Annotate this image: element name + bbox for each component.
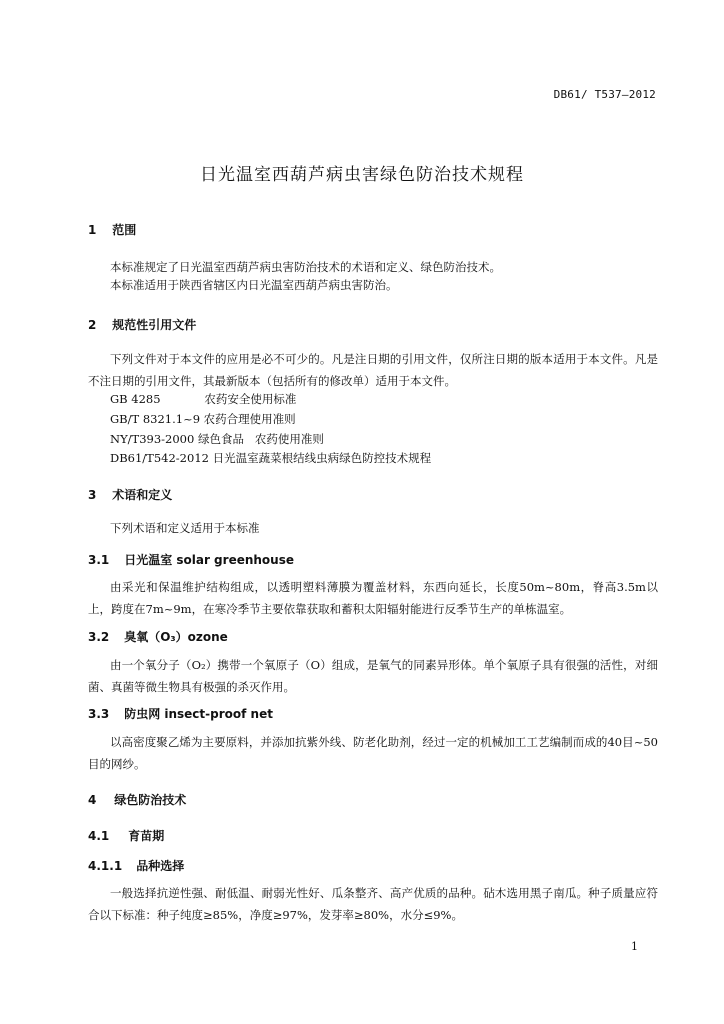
section-title: 臭氧（O₃）ozone xyxy=(124,630,228,644)
section-number: 3.1 xyxy=(88,553,110,567)
paragraph: 由采光和保温维护结构组成，以透明塑料薄膜为覆盖材料，东西向延长，长度50m~80m，脊高3.5m以上，跨度在7m~9m，在寒冷季节主要依靠获取和蓄积太阳辐射能进行反季节生产的单栋温室。 xyxy=(88,580,658,616)
paragraph: 一般选择抗逆性强、耐低温、耐弱光性好、瓜条整齐、高产优质的品种。砧木选用黑子南瓜。种子质量应符合以下标准：种子纯度≥85%，净度≥97%，发芽率≥80%，水分≤9%。 xyxy=(88,886,658,922)
paragraph: 以高密度聚乙烯为主要原料，并添加抗紫外线、防老化助剂，经过一定的机械加工工艺编制而成的40目~50目的网纱。 xyxy=(88,735,658,771)
subsection-4-1-1-heading xyxy=(88,857,184,874)
subsection-3-1-heading xyxy=(88,551,294,568)
section-number: 4 xyxy=(88,793,97,807)
paragraph: 下列术语和定义适用于本标准 xyxy=(110,521,260,535)
paragraph: 下列文件对于本文件的应用是必不可少的。凡是注日期的引用文件，仅所注日期的版本适用于本文件。凡是不注日期的引用文件，其最新版本（包括所有的修改单）适用于本文件。 xyxy=(88,352,658,388)
standard-code: DB61/ T537—2012 xyxy=(553,88,656,101)
section-2-heading xyxy=(88,316,196,333)
section-number: 3.3 xyxy=(88,707,110,721)
subsection-4-1-heading xyxy=(88,827,164,844)
section-title: 范围 xyxy=(112,223,137,237)
section-title: 品种选择 xyxy=(136,859,185,873)
section-number: 4.1.1 xyxy=(88,859,123,873)
paragraph: 本标准适用于陕西省辖区内日光温室西葫芦病虫害防治。 xyxy=(110,278,398,292)
section-number: 2 xyxy=(88,318,97,332)
section-title: 规范性引用文件 xyxy=(112,318,197,332)
section-number: 1 xyxy=(88,223,97,237)
section-number: 3.2 xyxy=(88,630,110,644)
section-title: 日光温室 solar greenhouse xyxy=(124,553,294,567)
page-number: 1 xyxy=(631,940,638,953)
section-title: 防虫网 insect-proof net xyxy=(124,707,273,721)
section-number: 3 xyxy=(88,488,97,502)
section-3-heading xyxy=(88,486,172,503)
subsection-3-2-heading xyxy=(88,628,228,645)
document-title: 日光温室西葫芦病虫害绿色防治技术规程 xyxy=(200,165,524,185)
reference-item: GB/T 8321.1~9 农药合理使用准则 xyxy=(110,412,296,426)
paragraph: 本标准规定了日光温室西葫芦病虫害防治技术的术语和定义、绿色防治技术。 xyxy=(110,260,501,274)
section-4-heading xyxy=(88,791,186,808)
section-title: 育苗期 xyxy=(128,829,165,843)
section-1-heading xyxy=(88,221,136,238)
section-number: 4.1 xyxy=(88,829,110,843)
reference-item: NY/T393-2000 绿色食品 农药使用准则 xyxy=(110,432,324,446)
section-title: 绿色防治技术 xyxy=(114,793,187,807)
paragraph: 由一个氧分子（O₂）携带一个氧原子（O）组成，是氧气的同素异形体。单个氧原子具有很强的活性，对细菌、真菌等微生物具有极强的杀灭作用。 xyxy=(88,658,658,694)
subsection-3-3-heading xyxy=(88,705,273,722)
reference-item: GB 4285 农药安全使用标准 xyxy=(110,392,297,406)
section-title: 术语和定义 xyxy=(112,488,173,502)
reference-item: DB61/T542-2012 日光温室蔬菜根结线虫病绿色防控技术规程 xyxy=(110,451,432,465)
